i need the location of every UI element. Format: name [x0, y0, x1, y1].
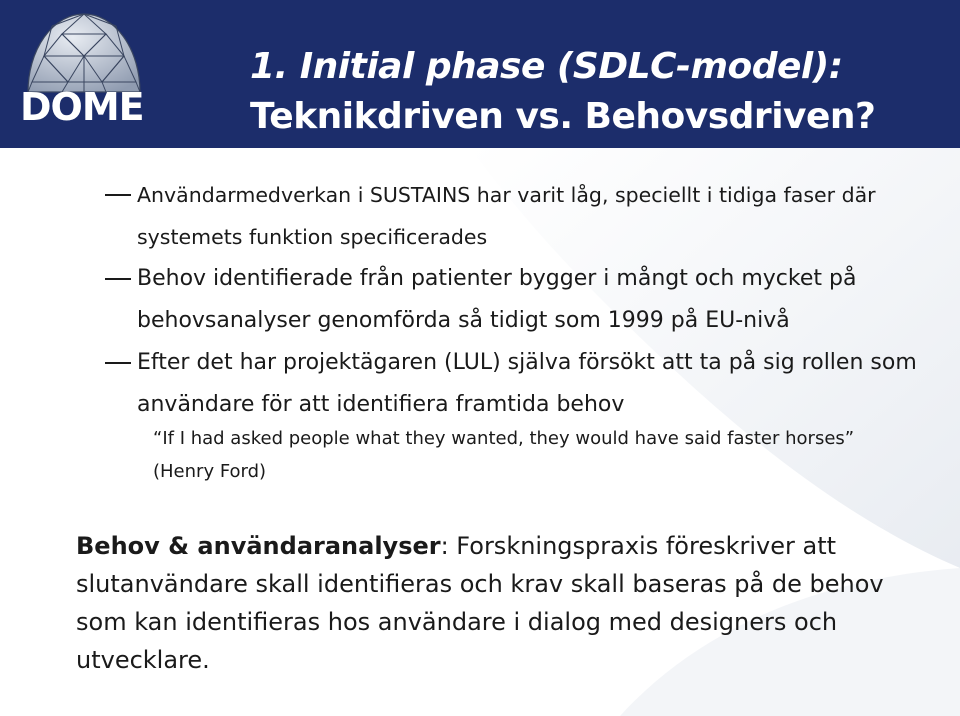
bullet-list: [105, 174, 925, 426]
logo-text: DOME: [20, 85, 144, 129]
dash-bullet-icon: [105, 278, 131, 280]
henry-ford-quote: “If I had asked people what they wanted, they would have said faster horses” (Henry Ford): [153, 428, 855, 482]
dash-bullet-icon: [105, 194, 131, 196]
title-line-1: 1. Initial phase (SDLC-model):: [250, 46, 843, 87]
dash-bullet-icon: [105, 362, 131, 364]
bullet-text: Efter det har projektägaren (LUL) själva försökt att ta på sig rollen som användare för att identifiera framtida behov: [137, 350, 917, 417]
bullet-text: Användarmedverkan i SUSTAINS har varit låg, speciellt i tidiga faser där systemets funktion specificerades: [137, 183, 876, 249]
geodesic-dome-icon: [22, 4, 146, 94]
bullet-text: Behov identifierade från patienter bygger i mångt och mycket på behovsanalyser genomförda så tidigt som 1999 på EU-nivå: [137, 266, 857, 333]
conclusion-paragraph: [76, 527, 936, 679]
bullet-item: [105, 342, 925, 426]
dome-logo: [6, 4, 156, 130]
title-line-2: Teknikdriven vs. Behovsdriven?: [250, 96, 876, 137]
slide-title: [250, 42, 950, 142]
bullet-item: [105, 174, 925, 258]
conclusion-heading: Behov & användaranalyser: [76, 532, 441, 560]
conclusion-text: : Forskningspraxis föreskriver att slutanvändare skall identifieras och krav skall baseras på de behov som kan identifieras hos användare i dialog med designers och utvecklare.: [76, 532, 884, 674]
bullet-item: [105, 258, 925, 342]
